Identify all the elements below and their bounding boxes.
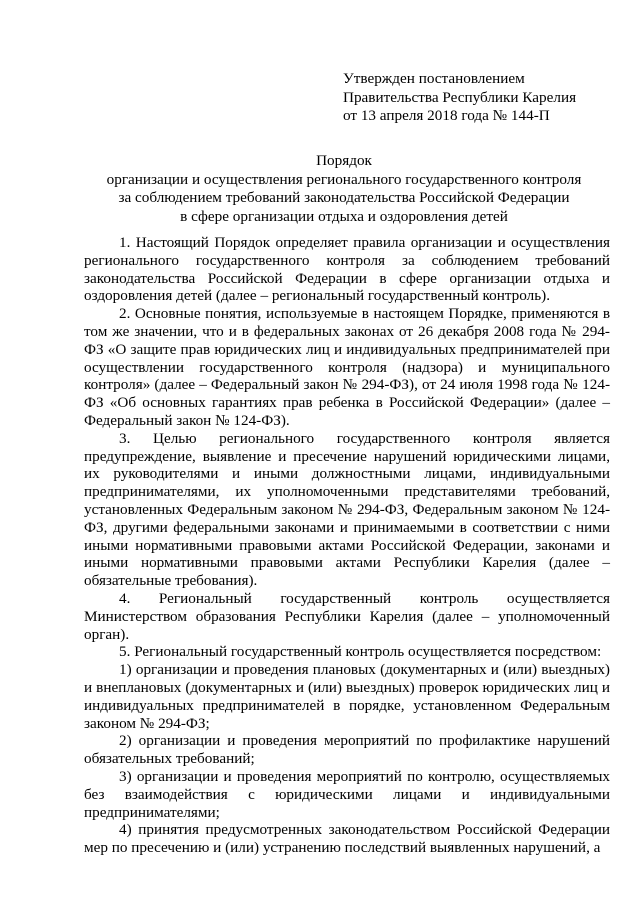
document-body <box>84 234 610 857</box>
approval-line-1: Утвержден постановлением <box>343 70 525 87</box>
title-line-2: организации и осуществления регионального государственного контроля <box>106 170 582 188</box>
approval-line-3: от 13 апреля 2018 года № 144-П <box>343 107 550 124</box>
paragraph-1: 1. Настоящий Порядок определяет правила организации и осуществления регионального государственного контроля за соблюдением требований законодательства Российской Федерации в сфере организации отдыха и оздоровления детей (далее – региональный государственный контроль). <box>84 234 610 305</box>
paragraph-5-item-2: 2) организации и проведения мероприятий по профилактике нарушений обязательных требований; <box>84 732 610 768</box>
paragraph-5: 5. Региональный государственный контроль осуществляется посредством: <box>119 643 602 661</box>
paragraph-5-item-4: 4) принятия предусмотренных законодательством Российской Федерации мер по пресечению и (или) устранению последствий выявленных нарушений, а <box>84 821 610 857</box>
document-title <box>84 152 604 226</box>
paragraph-5-item-1: 1) организации и проведения плановых (документарных и (или) выездных) и внеплановых (документарных и (или) выездных) проверок юридических лиц и индивидуальных предпринимателей в порядке, установленном Федеральным законом № 294-ФЗ; <box>84 661 610 732</box>
paragraph-4: 4. Региональный государственный контроль осуществляется Министерством образования Республики Карелия (далее – уполномоченный орган). <box>84 589 610 643</box>
approval-block <box>343 70 613 126</box>
title-line-3: за соблюдением требований законодательства Российской Федерации <box>118 189 570 206</box>
title-line-4: в сфере организации отдыха и оздоровления детей <box>180 207 508 225</box>
paragraph-5-item-3: 3) организации и проведения мероприятий по контролю, осуществляемых без взаимодействия с юридическими лицами и индивидуальными предпринимателями; <box>84 767 610 821</box>
approval-line-2: Правительства Республики Карелия <box>343 88 577 106</box>
title-line-1: Порядок <box>316 152 372 169</box>
paragraph-3: 3. Целью регионального государственного контроля является предупреждение, выявление и пресечение нарушений юридическими лицами, их руководителями и иными должностными лицами, индивидуальными предпринимателями, их уполномоченными представителями требований, установленных Федеральным законом № 294-ФЗ, Федеральным законом № 124-ФЗ, другими федеральными законами и принимаемыми в соответствии с ними иными нормативными правовыми актами Российской Федерации, законами и иными нормативными правовыми актами Республики Карелия (далее – обязательные требования). <box>84 429 610 590</box>
paragraph-2: 2. Основные понятия, используемые в настоящем Порядке, применяются в том же значении, что и в федеральных законах от 26 декабря 2008 года № 294-ФЗ «О защите прав юридических лиц и индивидуальных предпринимателей при осуществлении государственного контроля (надзора) и муниципального контроля» (далее – Федеральный закон № 294-ФЗ), от 24 июля 1998 года № 124-ФЗ «Об основных гарантиях прав ребенка в Российской Федерации» (далее – Федеральный закон № 124-ФЗ). <box>84 305 610 429</box>
